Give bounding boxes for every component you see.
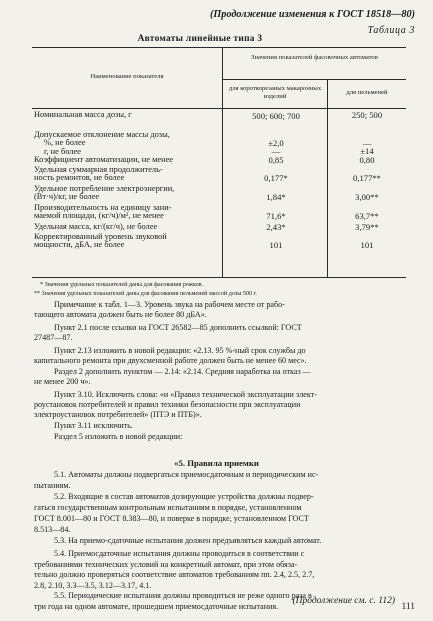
paragraph-line: 8.513—84. xyxy=(34,525,71,534)
row-label: Производительность на единицу зани- маемой площади, (кг/ч)/м², не менее xyxy=(34,204,172,221)
paragraph-line: 5.3. На приемо-сдаточные испытания должен предъявляться каждый автомат. xyxy=(54,536,322,545)
paragraph-line: Примечание к табл. 1—3. Уровень звука на рабочем месте от рабо- xyxy=(54,300,285,309)
row-label: Допускаемое отклонение массы дозы, %, не более г, не более xyxy=(34,131,170,156)
table-label: Таблица 3 xyxy=(367,25,415,36)
table-bottom-rule xyxy=(32,277,406,278)
paragraph-line: Пункт 3.10. Исключить слова: «и «Правил технической эксплуатации элект- xyxy=(54,390,317,399)
paragraph-line: 5.1. Автоматы должны подвергаться приемосдаточным и периодическим ис- xyxy=(54,470,319,479)
paragraph-line: тельно должно проверяться соответствие автоматов требованиям пп. 2.4, 2.5, 2.7, xyxy=(34,570,315,579)
value-pasta: 0,85 xyxy=(268,155,284,165)
paragraph-line: капитального ремонта при двухсменной работе должен быть не менее 60 мес». xyxy=(34,356,307,365)
table-row xyxy=(32,232,406,251)
column-header-pasta: для короткорезаных макаронных изделий xyxy=(228,85,322,100)
column-header-dumplings: для пельменей xyxy=(346,89,388,96)
continuation-header: (Продолжение изменения к ГОСТ 18518—80) xyxy=(209,9,415,20)
value-pasta: 101 xyxy=(269,240,283,250)
value-pasta: ±2,0 xyxy=(268,138,284,148)
value-dumplings: 250; 500 xyxy=(351,110,383,120)
paragraph-line: 5.4. Приемосдаточные испытания должны проводиться в соответствии с xyxy=(54,549,305,558)
row-label: Удельная суммарная продолжитель- ность ремонтов, не более xyxy=(34,166,163,183)
row-label: Коэффициент автоматизации, не менее xyxy=(34,156,174,164)
table-row xyxy=(32,184,406,203)
paragraph-line: электроустановок потребителей» (ПТЭ и ПТБ)». xyxy=(34,410,202,419)
table-row xyxy=(32,203,406,222)
table-row xyxy=(32,130,406,155)
paragraph-line: Пункт 2.1 после ссылки на ГОСТ 26582—85 дополнить ссылкой: ГОСТ xyxy=(54,323,302,332)
column-header-parameter: Наименование показателя xyxy=(90,73,164,80)
table-body xyxy=(32,109,406,251)
paragraph-line: не менее 200 ч». xyxy=(34,377,91,386)
paragraph-line: 2.8, 2.10, 3.3—3.5, 3.12—3.17, 4.1. xyxy=(34,580,152,590)
value-dumplings: — xyxy=(362,138,372,148)
value-dumplings-grams: ±14 xyxy=(360,146,374,156)
page-number: 111 xyxy=(401,602,415,612)
value-pasta: 500; 600; 700 xyxy=(252,111,300,121)
row-label: Корректированный уровень звуковой мощности, дБА, не более xyxy=(34,233,167,250)
value-dumplings: 3,00** xyxy=(355,192,379,202)
value-dumplings: 101 xyxy=(360,240,374,250)
paragraph-line: пытаниям. xyxy=(34,481,71,490)
value-pasta: 71,6* xyxy=(266,211,286,221)
table-row xyxy=(32,155,406,165)
paragraph-line: три года на одном автомате, прошедшем приемосдаточные испытания. xyxy=(34,601,279,611)
value-dumplings: 0,177** xyxy=(353,173,381,183)
parameters-table xyxy=(32,47,406,278)
paragraph-line: Раздел 5 изложить в новой редакции: xyxy=(54,432,183,441)
paragraph-line: 5.2. Входящие в состав автоматов дозирующие устройства должны подвер- xyxy=(54,492,314,501)
paragraph-line: тающего автомата должен быть не более 80 дБА». xyxy=(34,310,207,319)
value-dumplings: 0,80 xyxy=(359,155,375,165)
value-dumplings: 63,7** xyxy=(355,211,379,221)
value-pasta-grams: — xyxy=(271,146,281,156)
table-top-rule xyxy=(32,47,406,48)
table-subheader-rule xyxy=(223,79,406,80)
paragraph-line: требованиями технических условий на конкретный автомат, при этом обяза- xyxy=(34,559,298,569)
paragraph-line: 27487—87. xyxy=(34,333,73,342)
value-dumplings: 3,79** xyxy=(355,222,379,232)
paragraph-line: 5.5. Периодические испытания должны проводиться не реже одного раза в xyxy=(54,591,312,600)
paragraph-line: Пункт 3.11 исключить. xyxy=(54,421,133,430)
section-title: «5. Правила приемки xyxy=(174,458,259,468)
value-pasta: 0,177* xyxy=(264,173,288,183)
table-row xyxy=(32,222,406,232)
footnote: * Значения удельных показателей даны для фасования рожков. xyxy=(40,282,204,288)
row-label: Номинальная масса дозы, г xyxy=(34,111,132,119)
table-title: Автоматы линейные типа 3 xyxy=(137,34,263,44)
continuation-footer: (Продолжение см. с. 112) xyxy=(292,596,395,606)
table-row xyxy=(32,165,406,184)
paragraph-line: гаться государственным контрольным испытаниям в порядке, установленном xyxy=(34,503,302,512)
row-label: Удельная масса, кг/(кг/ч), не более xyxy=(34,223,158,231)
paragraph-line: Пункт 2.13 изложить в новой редакции: «2.13. 95 %-ный срок службы до xyxy=(54,346,306,355)
value-pasta: 2,43* xyxy=(266,222,286,232)
column-header-group: Значения показателей фасовочных автоматов xyxy=(251,54,378,61)
paragraph-line: ГОСТ 8.001—80 и ГОСТ 8.383—80, и поверке в порядке, установленном ГОСТ xyxy=(34,514,309,523)
paragraph-line: роустановок потребителей и правил техники безопасности при эксплуатации xyxy=(34,400,301,409)
table-row xyxy=(32,109,406,130)
row-label: Удельное потребление электроэнергии, (Вт·ч)/кг, не более xyxy=(34,185,175,202)
value-pasta: 1,84* xyxy=(266,192,286,202)
footnote: ** Значения удельных показателей даны для фасования пельменей массой дозы 500 г. xyxy=(34,291,257,297)
paragraph-line: Раздел 2 дополнить пунктом — 2.14: «2.14. Средняя наработка на отказ — xyxy=(54,367,311,376)
